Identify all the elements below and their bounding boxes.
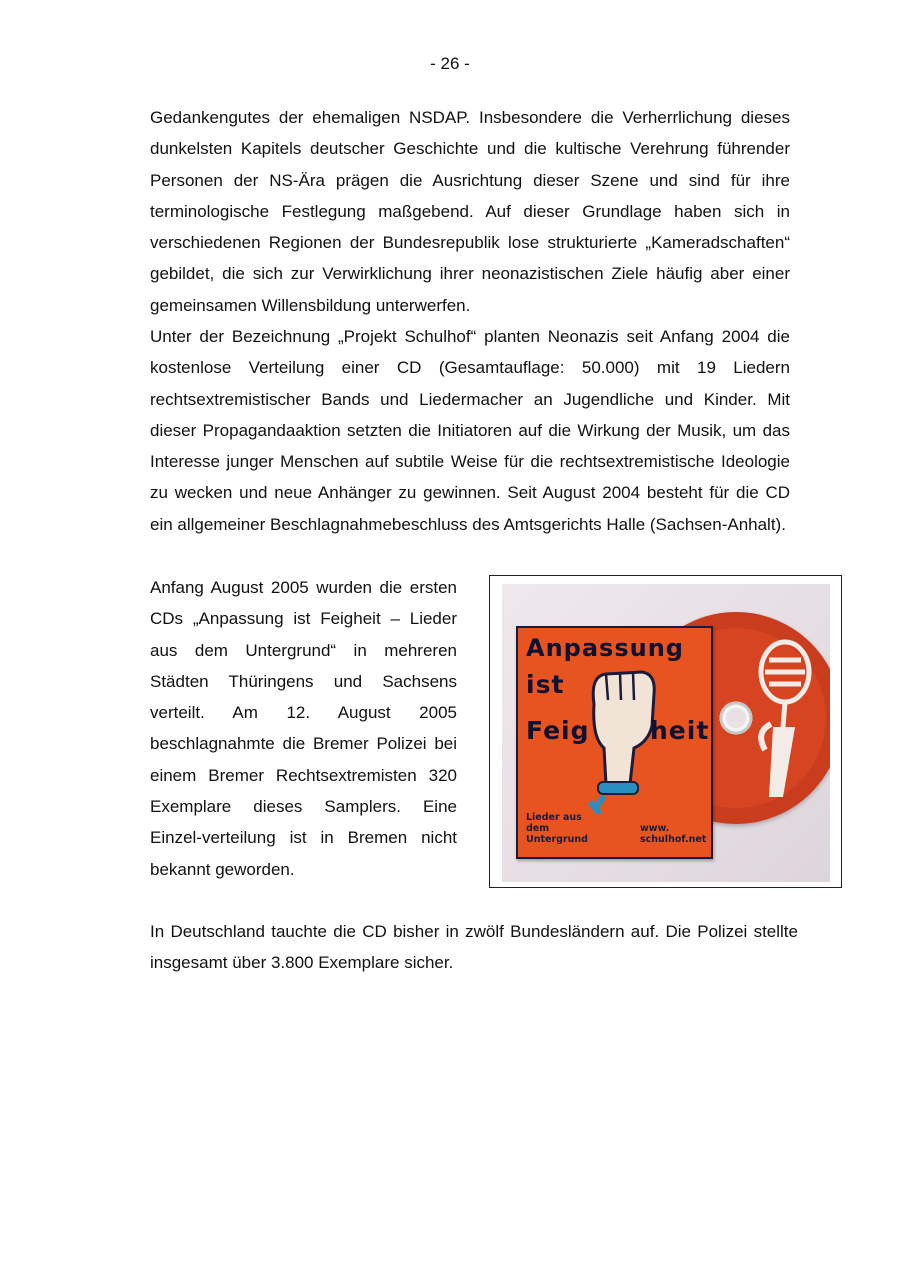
cover-title-line2: ist <box>526 670 565 699</box>
paragraph-projekt-schulhof: Unter der Bezeichnung „Projekt Schulhof“ planten Neonazis seit Anfang 2004 die kostenlose Verteilung einer CD (Gesamtauflage: 50.000) mit 19 Liedern rechtsextremistischer Bands und Liedermacher an Jugendliche und Kinder. Mit dieser Propagandaaktion setzten die Initiatoren auf die Wirkung der Musik, um das Interesse junger Menschen auf subtile Weise für die rechtsextremistische Ideologie zu wecken und neue Anhänger zu gewinnen. Seit August 2004 besteht für die CD ein allgemeiner Beschlagnahmebeschluss des Amtsgerichts Halle (Sachsen-Anhalt). <box>150 327 790 534</box>
cover-title-line3a: Feig <box>526 716 590 745</box>
microphone-icon <box>725 632 830 802</box>
cover-title-line3b: heit <box>650 716 710 745</box>
cover-title-line1: Anpassung <box>526 634 684 662</box>
cover-subtitle: Lieder aus dem Untergrund <box>526 812 588 845</box>
paragraph-germany-seizures: In Deutschland tauchte die CD bisher in zwölf Bundesländern auf. Die Polizei stellte insgesamt über 3.800 Exemplare sicher. <box>150 922 798 973</box>
cd-photo <box>502 584 830 882</box>
cover-url: www. schulhof.net <box>640 823 707 845</box>
paragraph-kameradschaften: Gedankengutes der ehemaligen NSDAP. Insbesondere die Verherrlichung dieses dunkelsten Kapitels deutscher Geschichte und die kultische Verehrung führender Personen der NS-Ära prägen die Ausrichtung dieser Szene und sind für ihre terminologische Festlegung maßgebend. Auf dieser Grundlage haben sich in verschiedenen Regionen der Bundesrepublik lose strukturierte „Kameradschaften“ gebildet, die sich zur Verwirklichung ihrer neonazistischen Ziele häufig aber einer gemeinsamen Willensbildung unterwerfen. <box>150 108 790 315</box>
paragraph-cd-distribution: Anfang August 2005 wurden die ersten CDs „Anpassung ist Feigheit – Lieder aus dem Untergrund“ in mehreren Städten Thüringens und Sachsens verteilt. Am 12. August 2005 beschlagnahmte die Bremer Polizei bei einem Bremer Rechtsextremisten 320 Exemplare dieses Samplers. Eine Einzel-verteilung ist in Bremen nicht bekannt geworden. <box>150 578 457 879</box>
page-number: - 26 - <box>430 54 470 73</box>
cd-cover <box>516 626 713 859</box>
cd-cover-figure <box>489 575 842 888</box>
